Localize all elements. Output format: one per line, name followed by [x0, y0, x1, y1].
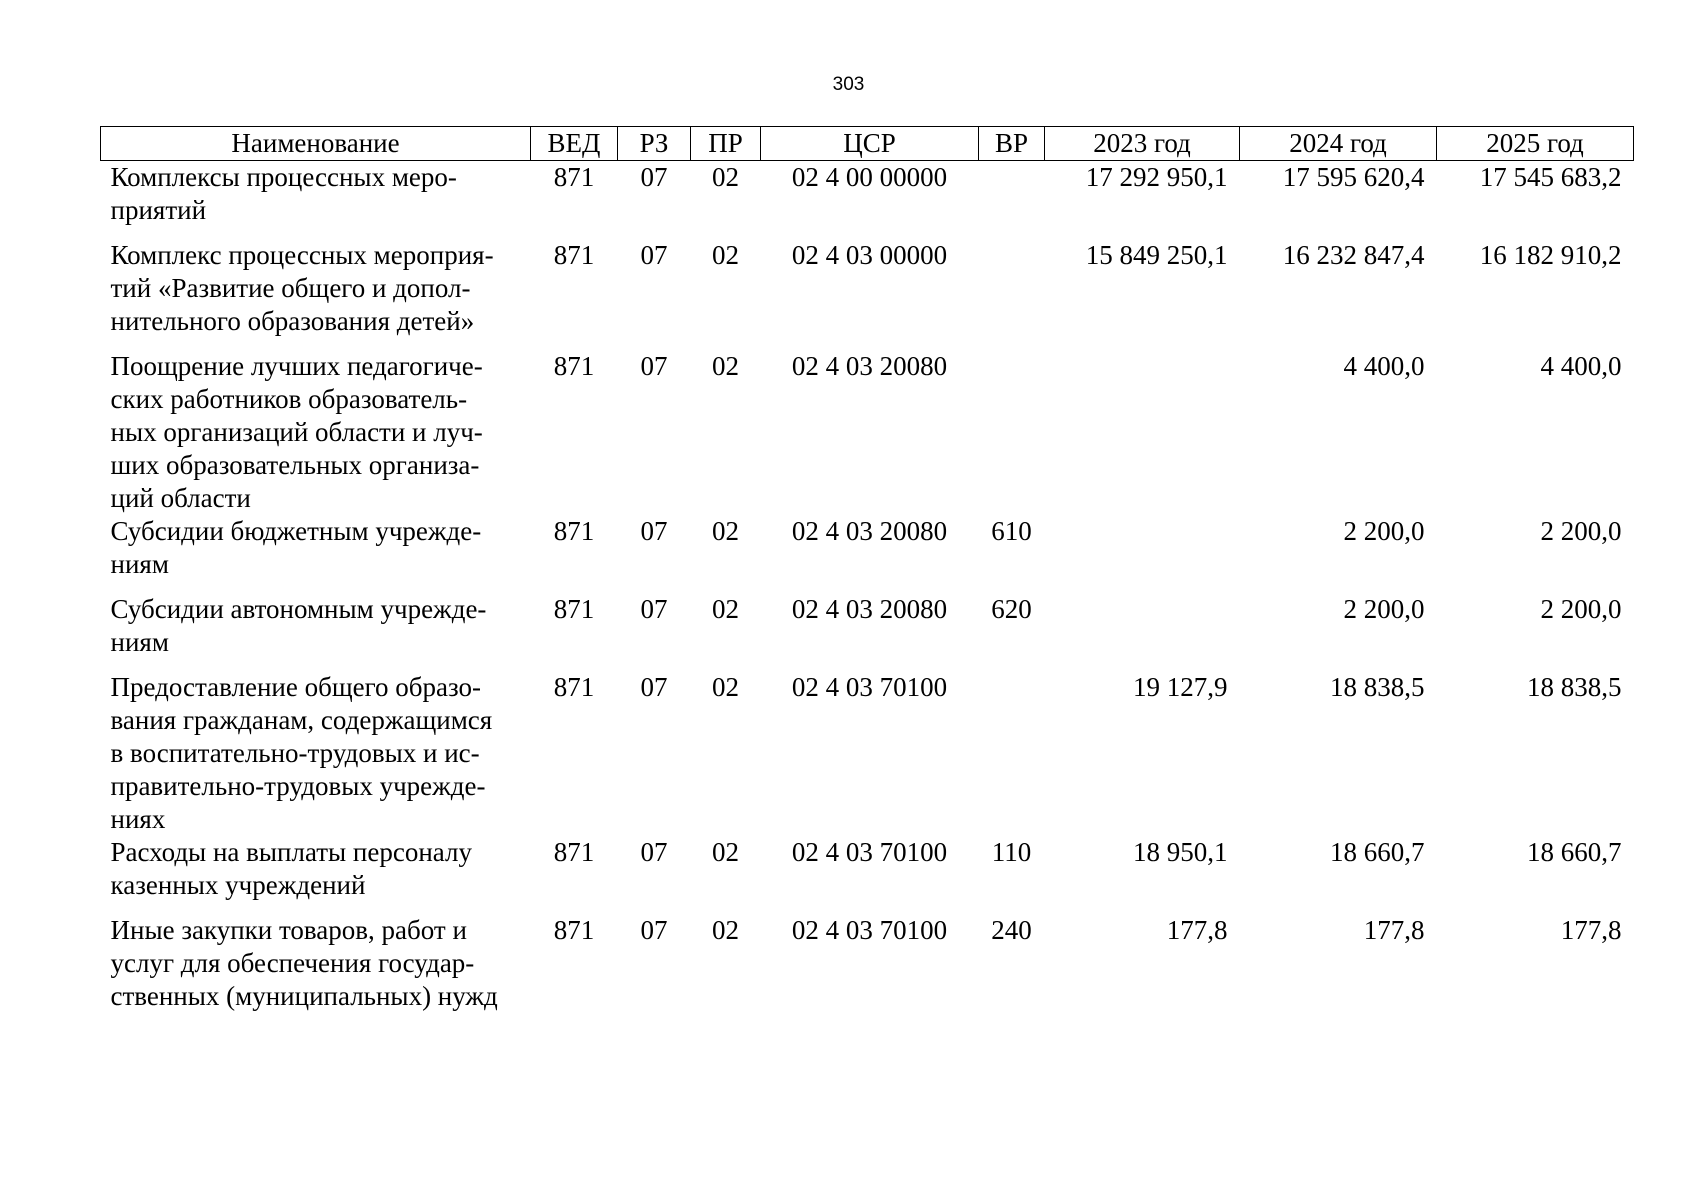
- table-row: [101, 593, 1634, 671]
- cell-csr: 02 4 03 20080: [791, 516, 948, 546]
- cell-ved: 871: [553, 240, 595, 270]
- cell-vr: 620: [991, 594, 1032, 624]
- cell-2025: 177,8: [1560, 915, 1622, 945]
- cell-ved: 871: [553, 516, 595, 546]
- table-row: [101, 515, 1634, 593]
- name-line: Поощрение лучших педагогиче-: [110, 351, 483, 381]
- cell-name: [101, 515, 531, 593]
- cell-2025: 18 660,7: [1527, 837, 1622, 867]
- cell-ved: 871: [553, 594, 595, 624]
- name-line: услуг для обеспечения государ-: [110, 948, 475, 978]
- cell-rz: 07: [640, 837, 668, 867]
- name-line: правительно-трудовых учрежде-: [110, 771, 486, 801]
- cell-pr: 02: [712, 837, 739, 867]
- header-2024: 2024 год: [1240, 127, 1437, 161]
- cell-rz: 07: [640, 351, 668, 381]
- cell-name: [101, 671, 531, 836]
- header-csr: ЦСР: [761, 127, 979, 161]
- cell-csr: 02 4 03 70100: [791, 672, 948, 702]
- table-row: [101, 239, 1634, 350]
- header-2025: 2025 год: [1437, 127, 1634, 161]
- cell-pr: 02: [712, 594, 739, 624]
- name-line: ных организаций области и луч-: [110, 417, 483, 447]
- name-line: ций области: [110, 483, 251, 513]
- cell-csr: 02 4 03 00000: [791, 240, 948, 270]
- cell-csr: 02 4 00 00000: [791, 162, 948, 192]
- name-line: вания гражданам, содержащимся: [110, 705, 493, 735]
- cell-2023: 15 849 250,1: [1085, 240, 1228, 270]
- table-row: [101, 671, 1634, 836]
- cell-rz: 07: [640, 162, 668, 192]
- cell-ved: 871: [553, 351, 595, 381]
- cell-vr: [979, 350, 1045, 515]
- cell-2024: 18 660,7: [1330, 837, 1425, 867]
- page-number: 303: [832, 74, 865, 95]
- cell-csr: 02 4 03 70100: [791, 915, 948, 945]
- cell-2024: 2 200,0: [1343, 516, 1425, 546]
- header-2023: 2023 год: [1045, 127, 1240, 161]
- cell-pr: 02: [712, 915, 739, 945]
- cell-vr: 110: [991, 837, 1032, 867]
- name-line: Субсидии бюджетным учрежде-: [110, 516, 482, 546]
- cell-2024: 18 838,5: [1330, 672, 1425, 702]
- name-line: Расходы на выплаты персоналу: [110, 837, 472, 867]
- cell-2023: 17 292 950,1: [1085, 162, 1228, 192]
- name-line: Комплексы процессных меро-: [110, 162, 457, 192]
- cell-2025: 2 200,0: [1540, 594, 1622, 624]
- header-ved: ВЕД: [531, 127, 618, 161]
- cell-vr: [979, 671, 1045, 836]
- cell-2025: 18 838,5: [1527, 672, 1622, 702]
- cell-ved: 871: [553, 672, 595, 702]
- cell-name: [101, 836, 531, 914]
- header-vr: ВР: [979, 127, 1045, 161]
- table-body: [101, 161, 1634, 1026]
- cell-2025: 17 545 683,2: [1479, 162, 1622, 192]
- cell-vr: [979, 239, 1045, 350]
- name-line: ских работников образователь-: [110, 384, 468, 414]
- name-line: приятий: [110, 195, 207, 225]
- name-line: ниям: [110, 549, 169, 579]
- name-line: Иные закупки товаров, работ и: [110, 915, 467, 945]
- name-line: ниям: [110, 627, 169, 657]
- cell-rz: 07: [640, 672, 668, 702]
- name-line: ственных (муниципальных) нужд: [110, 981, 498, 1011]
- cell-pr: 02: [712, 351, 739, 381]
- name-line: Предоставление общего образо-: [110, 672, 481, 702]
- cell-2024: 16 232 847,4: [1282, 240, 1425, 270]
- cell-2025: 16 182 910,2: [1479, 240, 1622, 270]
- name-line: ших образовательных организа-: [110, 450, 480, 480]
- cell-ved: 871: [553, 915, 595, 945]
- table-row: [101, 350, 1634, 515]
- table-row: [101, 161, 1634, 240]
- cell-name: [101, 350, 531, 515]
- cell-rz: 07: [640, 516, 668, 546]
- header-pr: ПР: [691, 127, 761, 161]
- cell-csr: 02 4 03 70100: [791, 837, 948, 867]
- cell-ved: 871: [553, 162, 595, 192]
- name-line: Субсидии автономным учрежде-: [110, 594, 487, 624]
- cell-2025: 2 200,0: [1540, 516, 1622, 546]
- cell-2024: 17 595 620,4: [1282, 162, 1425, 192]
- cell-2023: 19 127,9: [1133, 672, 1228, 702]
- cell-pr: 02: [712, 516, 739, 546]
- header-name: Наименование: [101, 127, 531, 161]
- cell-rz: 07: [640, 240, 668, 270]
- cell-name: [101, 239, 531, 350]
- cell-vr: 610: [991, 516, 1032, 546]
- cell-vr: [979, 161, 1045, 240]
- name-line: тий «Развитие общего и допол-: [110, 273, 471, 303]
- cell-csr: 02 4 03 20080: [791, 351, 948, 381]
- table-header: [101, 127, 1634, 161]
- table-row: [101, 914, 1634, 1025]
- name-line: Комплекс процессных мероприя-: [110, 240, 494, 270]
- header-row: [101, 127, 1634, 161]
- name-line: нительного образования детей»: [110, 306, 475, 336]
- cell-pr: 02: [712, 162, 739, 192]
- name-line: ниях: [110, 804, 166, 834]
- cell-2024: 4 400,0: [1343, 351, 1425, 381]
- cell-name: [101, 593, 531, 671]
- cell-vr: 240: [991, 915, 1032, 945]
- cell-csr: 02 4 03 20080: [791, 594, 948, 624]
- cell-2024: 2 200,0: [1343, 594, 1425, 624]
- cell-rz: 07: [640, 594, 668, 624]
- cell-pr: 02: [712, 672, 739, 702]
- cell-2025: 4 400,0: [1540, 351, 1622, 381]
- cell-name: [101, 914, 531, 1025]
- cell-pr: 02: [712, 240, 739, 270]
- cell-2024: 177,8: [1363, 915, 1425, 945]
- budget-table: [100, 126, 1634, 1025]
- cell-name: [101, 161, 531, 240]
- cell-2023: [1045, 350, 1240, 515]
- cell-ved: 871: [553, 837, 595, 867]
- cell-2023: [1045, 593, 1240, 671]
- name-line: казенных учреждений: [110, 870, 366, 900]
- header-rz: РЗ: [618, 127, 691, 161]
- cell-2023: [1045, 515, 1240, 593]
- cell-rz: 07: [640, 915, 668, 945]
- cell-2023: 177,8: [1166, 915, 1228, 945]
- name-line: в воспитательно-трудовых и ис-: [110, 738, 480, 768]
- cell-2023: 18 950,1: [1133, 837, 1228, 867]
- table-row: [101, 836, 1634, 914]
